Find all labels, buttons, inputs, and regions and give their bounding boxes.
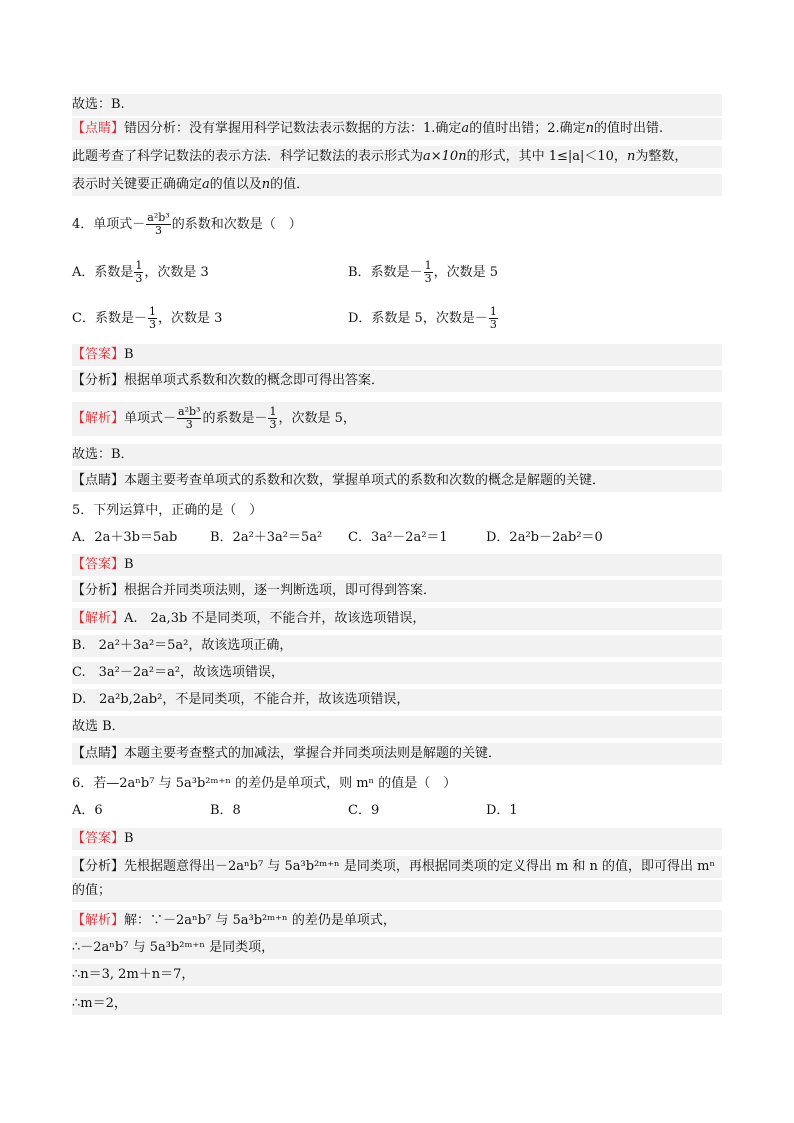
q4-choose: 故选：B． <box>72 444 722 466</box>
point-tag: 【点睛】 <box>72 121 125 136</box>
q5-analysis: 【分析】根据合并同类项法则，逐一判断选项，即可得到答案． <box>72 580 722 602</box>
q4-answer: 【答案】B <box>72 344 722 366</box>
q6-analysis: 【分析】先根据题意得出－2aⁿb⁷ 与 5a³b²ᵐ⁺ⁿ 是同类项，再根据同类项的定义得出 m 和 n 的值，即可得出 mⁿ <box>72 856 722 878</box>
question-5-stem: 5．下列运算中，正确的是（ ） <box>72 503 263 518</box>
point-line-q3-2: 此题考查了科学记数法的表示方法．科学记数法的表示形式为a×10n的形式，其中 1≤|a|＜10，n为整数， <box>72 146 722 168</box>
point-line-q3: 【点睛】错因分析：没有掌握用科学记数法表示数据的方法：1.确定a的值时出错；2.确定n的值时出错. <box>72 118 722 140</box>
q5-option-d: D．2a²b－2ab²＝0 <box>486 530 603 545</box>
choose-line-q3: 故选：B. <box>72 94 722 116</box>
q6-option-d: D．1 <box>486 803 518 818</box>
q6-analysis-2: 的值； <box>72 880 722 902</box>
q6-option-b: B．8 <box>210 803 241 818</box>
q5-answer: 【答案】B <box>72 554 722 576</box>
q5-option-b: B．2a²＋3a²＝5a² <box>210 530 323 545</box>
q5-option-c: C．3a²－2a²＝1 <box>348 530 448 545</box>
q6-line-3: ∴n＝3, 2m＋n＝7， <box>72 964 722 986</box>
q6-line-4: ∴m＝2， <box>72 993 722 1015</box>
q5-solution: 【解析】A. 2a,3b 不是同类项，不能合并，故该选项错误， <box>72 608 722 630</box>
q4-option-d: D．系数是 5，次数是－ $\frac{1}{3}$ <box>348 305 497 331</box>
q4-analysis: 【分析】根据单项式系数和次数的概念即可得出答案． <box>72 370 722 392</box>
question-6-stem: 6．若—2aⁿb⁷ 与 5a³b²ᵐ⁺ⁿ 的差仍是单项式，则 mⁿ 的值是（ ） <box>72 776 457 791</box>
q5-choose: 故选 B． <box>72 716 722 738</box>
question-4-stem: 4．单项式－ $\frac{\text{a²b³}}{3}$ 的系数和次数是（ ） <box>72 211 302 237</box>
fraction: $\frac{\text{a²b³}}{3}$ <box>147 211 170 237</box>
q4-option-a: A．系数是 $\frac{1}{3}$ ，次数是 3 <box>72 259 209 285</box>
q6-line-2: ∴－2aⁿb⁷ 与 5a³b²ᵐ⁺ⁿ 是同类项， <box>72 937 722 959</box>
point-line-q3-3: 表示时关键要正确确定a的值以及n的值． <box>72 174 722 196</box>
q5-line-b: B. 2a²＋3a²＝5a²，故该选项正确， <box>72 635 722 657</box>
q6-option-c: C．9 <box>348 803 380 818</box>
q5-point: 【点睛】本题主要考查整式的加减法，掌握合并同类项法则是解题的关键． <box>72 743 722 765</box>
q6-solution: 【解析】解：∵－2aⁿb⁷ 与 5a³b²ᵐ⁺ⁿ 的差仍是单项式， <box>72 910 722 932</box>
q4-option-c: C．系数是－ $\frac{1}{3}$ ，次数是 3 <box>72 305 223 331</box>
q4-solution: 【解析】单项式－ $\frac{\text{a²b³}}{3}$ 的系数是－ $\frac{1}{3}$ ，次数是 5， <box>72 402 722 436</box>
q6-option-a: A．6 <box>72 803 103 818</box>
q5-line-d: D. 2a²b,2ab²，不是同类项，不能合并，故该选项错误， <box>72 689 722 711</box>
q6-answer: 【答案】B <box>72 828 722 850</box>
q5-line-c: C. 3a²－2a²＝a²，故该选项错误， <box>72 662 722 684</box>
q4-point: 【点睛】本题主要考查单项式的系数和次数，掌握单项式的系数和次数的概念是解题的关键． <box>72 470 722 492</box>
q4-option-b: B．系数是－ $\frac{1}{3}$ ，次数是 5 <box>348 259 498 285</box>
q5-option-a: A．2a＋3b＝5ab <box>72 530 178 545</box>
